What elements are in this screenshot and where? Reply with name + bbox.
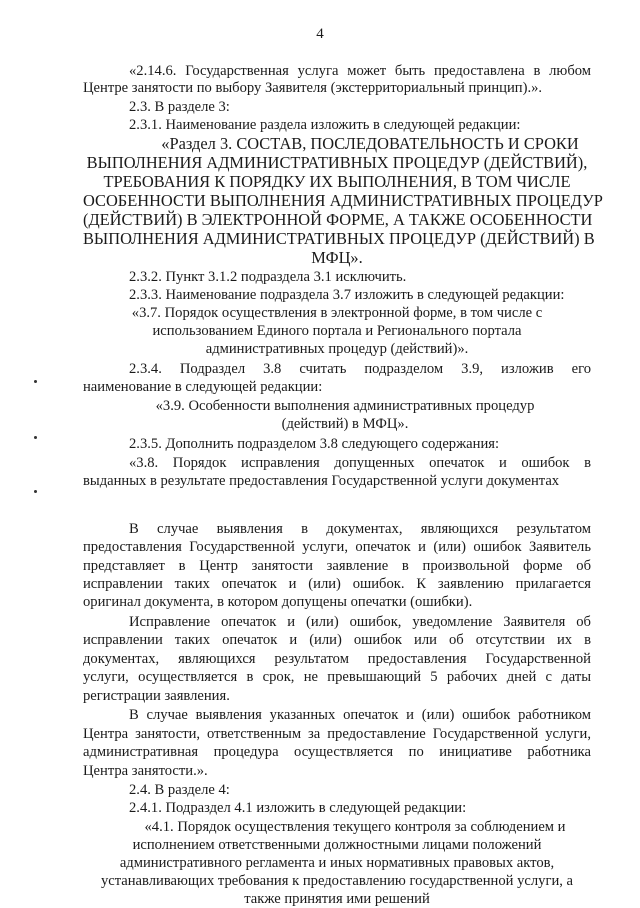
text-line: Центра занятости.». [83, 763, 208, 779]
text-line: оригинал документа, в котором допущены опечатки (ошибки). [83, 594, 473, 610]
text-line: услуги, осуществляется в срок, не превышающий 5 рабочих дней с даты [83, 669, 591, 685]
section-heading-line: ТРЕБОВАНИЯ К ПОРЯДКУ ИХ ВЫПОЛНЕНИЯ, В ТОМ ЧИСЛЕ [103, 172, 571, 191]
text-line: исправлении таких опечаток и (или) ошибок. К заявлению прилагается [83, 576, 591, 592]
page-number: 4 [316, 26, 324, 42]
text-line: административного регламента и иных нормативных правовых актов, [119, 855, 555, 871]
text-line: 2.4.1. Подраздел 4.1 изложить в следующей редакции: [129, 800, 467, 816]
text-line: административных процедур (действий)». [205, 341, 469, 357]
text-line: наименование в следующей редакции: [83, 379, 323, 395]
text-line: 2.3.4. Подраздел 3.8 считать подразделом 3.9, изложив его [129, 361, 591, 377]
text-line: Исправление опечаток и (или) ошибок, уведомление Заявителя об [129, 614, 591, 630]
section-heading-line: ОСОБЕННОСТИ ВЫПОЛНЕНИЯ АДМИНИСТРАТИВНЫХ ПРОЦЕДУР [83, 191, 603, 210]
text-line: 2.3. В разделе 3: [129, 99, 230, 115]
section-heading-line: (ДЕЙСТВИЙ) В ЭЛЕКТРОННОЙ ФОРМЕ, А ТАКЖЕ ОСОБЕННОСТИ [83, 210, 593, 229]
text-line: «4.1. Порядок осуществления текущего контроля за соблюдением и [144, 819, 566, 835]
text-line: представляет в Центр занятости заявление в произвольной форме об [83, 558, 591, 574]
scan-speck [34, 380, 37, 383]
text-line: регистрации заявления. [83, 688, 230, 704]
text-line: административная процедура осуществляется по инициативе работника [83, 744, 591, 760]
text-line: «3.8. Порядок исправления допущенных опечаток и ошибок в [129, 455, 591, 471]
text-line: 2.3.1. Наименование раздела изложить в следующей редакции: [129, 117, 521, 133]
scan-speck [34, 490, 37, 493]
text-line: документах, являющихся результатом предоставления Государственной [83, 651, 591, 667]
text-line: Центре занятости по выбору Заявителя (экстерриториальный принцип).». [83, 80, 543, 96]
scan-speck [34, 436, 37, 439]
text-line: «3.7. Порядок осуществления в электронной форме, в том числе с [131, 305, 543, 321]
text-line: использованием Единого портала и Регионального портала [152, 323, 522, 339]
section-heading-line: ВЫПОЛНЕНИЯ АДМИНИСТРАТИВНЫХ ПРОЦЕДУР (ДЕЙСТВИЙ) В [83, 229, 595, 248]
section-heading-line: «Раздел 3. СОСТАВ, ПОСЛЕДОВАТЕЛЬНОСТЬ И СРОКИ [161, 134, 579, 153]
text-line: также принятия ими решений [244, 891, 430, 907]
section-heading-line: МФЦ». [311, 248, 363, 267]
text-line: предоставления Государственной услуги, опечаток и (или) ошибок Заявитель [83, 539, 591, 555]
text-line: «2.14.6. Государственная услуга может быть предоставлена в любом [129, 63, 591, 79]
text-line: В случае выявления указанных опечаток и (или) ошибок работником [129, 707, 591, 723]
text-line: устанавливающих требования к предоставлению государственной услуги, а [100, 873, 574, 889]
text-line: (действий) в МФЦ». [281, 416, 409, 432]
text-line: выданных в результате предоставления Государственной услуги документах [83, 473, 560, 489]
text-line: 2.4. В разделе 4: [129, 782, 230, 798]
text-line: 2.3.5. Дополнить подразделом 3.8 следующего содержания: [129, 436, 500, 452]
text-line: 2.3.3. Наименование подраздела 3.7 изложить в следующей редакции: [129, 287, 565, 303]
text-line: исправлении таких опечаток и (или) ошибок или об отсутствии их в [83, 632, 591, 648]
text-line: исполнением ответственными должностными лицами положений [132, 837, 542, 853]
section-heading-line: ВЫПОЛНЕНИЯ АДМИНИСТРАТИВНЫХ ПРОЦЕДУР (ДЕЙСТВИЙ), [86, 153, 588, 172]
text-line: 2.3.2. Пункт 3.1.2 подраздела 3.1 исключить. [129, 269, 407, 285]
text-line: В случае выявления в документах, являющихся результатом [129, 521, 591, 537]
text-line: Центра занятости, ответственным за предоставление Государственной услуги, [83, 726, 591, 742]
text-line: «3.9. Особенности выполнения административных процедур [155, 398, 535, 414]
